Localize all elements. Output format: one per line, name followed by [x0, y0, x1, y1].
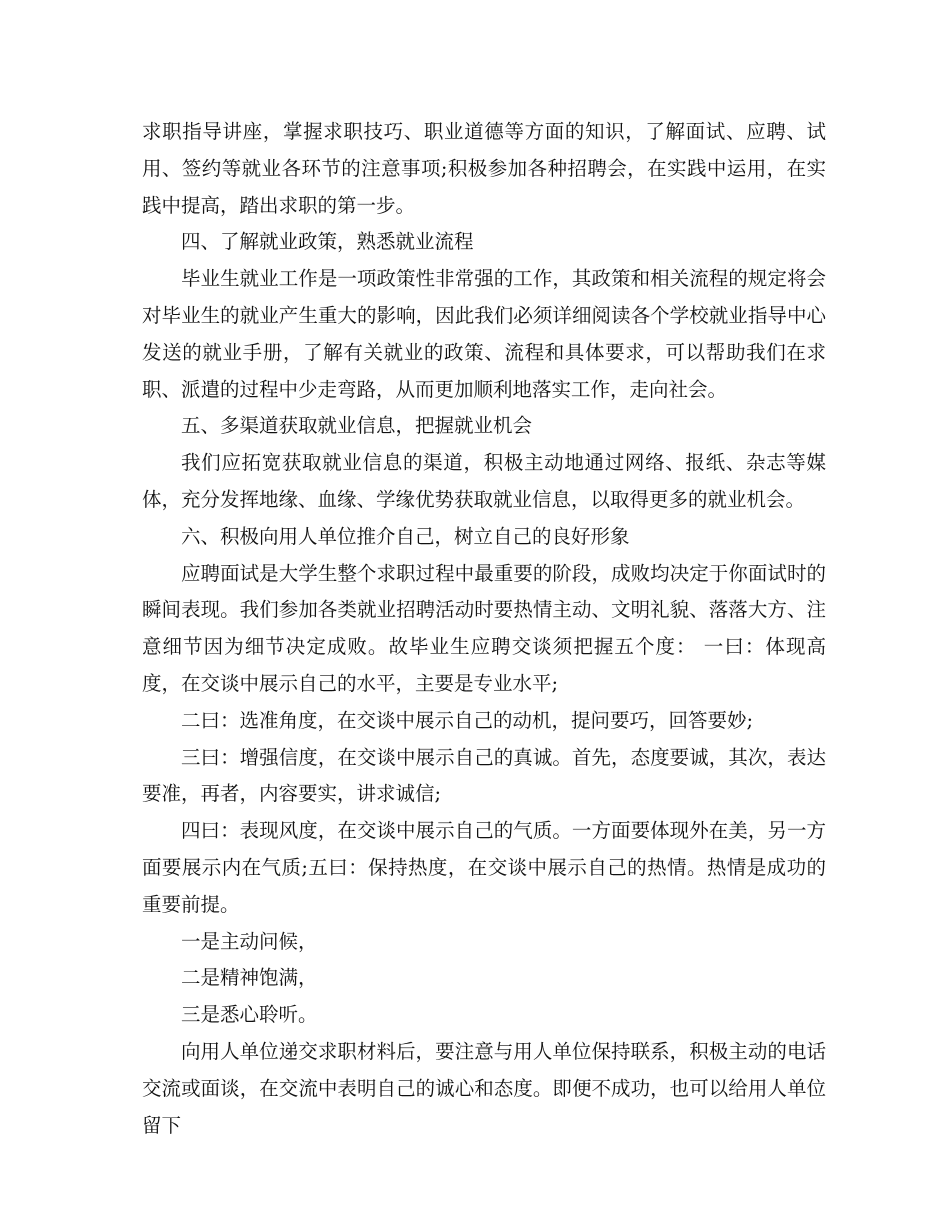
paragraph: 二曰：选准角度，在交谈中展示自己的动机，提问要巧，回答要妙; [181, 708, 754, 732]
section-heading-6: 六、积极向用人单位推介自己，树立自己的良好形象 [181, 524, 630, 548]
section-heading-4: 四、了解就业政策，熟悉就业流程 [181, 230, 474, 254]
document-body [142, 114, 826, 1144]
list-item: 二是精神饱满， [181, 966, 318, 990]
paragraph: 向用人单位递交求职材料后，要注意与用人单位保持联系，积极主动的电话交流或面谈，在交流中表明自己的诚心和态度。即便不成功，也可以给用人单位留下 [142, 1039, 826, 1137]
paragraph: 三曰：增强信度，在交谈中展示自己的真诚。首先，态度要诚，其次，表达要准，再者，内容要实，讲求诚信; [142, 745, 826, 806]
list-item: 三是悉心聆听。 [181, 1003, 318, 1027]
paragraph: 毕业生就业工作是一项政策性非常强的工作，其政策和相关流程的规定将会对毕业生的就业产生重大的影响，因此我们必须详细阅读各个学校就业指导中心发送的就业手册，了解有关就业的政策、流程和具体要求，可以帮助我们在求职、派遣的过程中少走弯路，从而更加顺利地落实工作，走向社会。 [142, 267, 826, 401]
paragraph: 应聘面试是大学生整个求职过程中最重要的阶段，成败均决定于你面试时的瞬间表现。我们参加各类就业招聘活动时要热情主动、文明礼貌、落落大方、注意细节因为细节决定成败。故毕业生应聘交谈须把握五个度： 一曰：体现高度，在交谈中展示自己的水平，主要是专业水平; [142, 561, 826, 695]
paragraph: 我们应拓宽获取就业信息的渠道，积极主动地通过网络、报纸、杂志等媒体，充分发挥地缘、血缘、学缘优势获取就业信息，以取得更多的就业机会。 [142, 451, 826, 511]
paragraph: 四曰：表现风度，在交谈中展示自己的气质。一方面要体现外在美，另一方面要展示内在气质;五曰：保持热度，在交谈中展示自己的热情。热情是成功的重要前提。 [142, 819, 826, 916]
list-item: 一是主动问候， [181, 929, 318, 953]
section-heading-5: 五、多渠道获取就业信息，把握就业机会 [181, 414, 533, 438]
paragraph-continuation: 求职指导讲座，掌握求职技巧、职业道德等方面的知识，了解面试、应聘、试用、签约等就业各环节的注意事项;积极参加各种招聘会，在实践中运用，在实践中提高，踏出求职的第一步。 [142, 120, 826, 217]
